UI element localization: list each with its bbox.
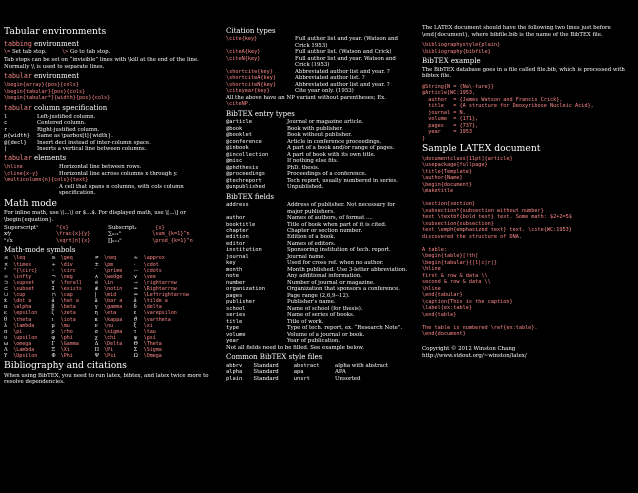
citation-note: All the above have an NP variant without parentheses; Ex. \citeNP. [226,94,386,108]
fields-table [226,202,415,345]
colspec-heading: tabular column specification [4,103,108,112]
table-row: edition Edition of a book. [226,234,336,241]
elements-table [4,164,213,196]
table-row: p{width} Same as \parbox[t]{width}. [4,133,113,140]
copyright: Copyright © 2012 Winston Chang [422,345,516,352]
table-row: × \times ÷ \div ± \pm · \cdot [4,261,159,268]
column-middle [226,25,415,382]
table-row: year Year of publication. [226,338,341,345]
math-symbols-table [4,255,213,359]
table-row: plain Standard unsrt Unsorted [226,375,361,382]
table-row: \hline Horizontal line between rows. [4,164,142,171]
table-row: address Address of publisher. Not necessary for major publishers. [226,202,396,215]
table-row: \shortciteA{key} Abbreviated author list. ? [226,75,365,82]
table-row: @misc If nothing else fits. [226,158,339,165]
table-row: λ \lambda μ \mu ν \nu ξ \xi [4,322,153,329]
table-row: Λ \Lambda Ξ \Xi Π \Pi Σ \Sigma [4,347,162,354]
math-table [4,225,213,244]
column-left [4,25,213,387]
table-row: @proceedings Proceedings of a conference. [226,171,367,178]
table-row: υ \upsilon φ \phi χ \chi ψ \psi [4,334,156,341]
bibliography-heading: Bibliography and citations [4,360,127,372]
table-row: \citeA{key} Full author list. (Watson and Crick) [226,49,392,56]
colspec-table [4,114,213,153]
table-row: @book Book with publisher. [226,125,344,132]
table-row: @incollection A part of book with its own title. [226,151,376,158]
table-row: \cline{x-y} Horizontal line across columns x through y. [4,170,178,177]
table-row: Superscriptˣ ^{x} Subscriptₓ _{x} [4,224,165,231]
table-row: number Number of journal or magazine. [226,279,375,286]
table-row: series Name of series of books. [226,312,355,319]
table-row: author Names of authors, of format .... [226,215,373,222]
table-row: Υ \Upsilon Φ \Phi Ψ \Psi Ω \Omega [4,353,162,360]
example-code: @String{N = {Na\-ture}} @Article{WC:1953, author = {James Watson and Francis Crick}, title = {A structure for Deoxyribose Nucleic Acid}, journal = N, volume = {171}, pages = {737}, year = 1953 } [422,83,594,142]
table-row: note Any additional information. [226,273,362,280]
tabbing-line: \= Set tab stop. \> Go to tab stop. [4,49,111,56]
table-row: @conference Article in conference proceedings. [226,138,382,145]
table-row: A cell that spans n columns, with cols column specification. [59,183,184,197]
table-row: key Used for cross ref. when no author. [226,260,384,267]
table-row: @article Journal or magazine article. [226,119,364,126]
table-row: @phdthesis PhD. thesis. [226,164,320,171]
table-row: pages Page range (2,6,9--12). [226,292,350,299]
table-row: r Right-justified column. [4,126,100,133]
sample-document-heading: Sample LATEX document [422,143,541,155]
citation-table [226,36,415,94]
table-row: type Type of tech. report, ex. “Research Note”. [226,325,403,332]
table-row: ∪ \cup ∩ \cap | \mid ⇔ \Leftrightarrow [4,292,189,299]
table-row: chapter Chapter or section number. [226,227,363,234]
fields-note: Not all fields need to be filled. See example below. [226,344,364,351]
table-row: ⁿ√x \sqrt[n]{x} ∏ₖ₌₁ⁿ \prod_{k=1}^n [4,237,193,244]
table-row: ⊃ \supset ∀ \forall ∈ \in → \rightarrow [4,279,177,286]
table-row: \multicolumn{n}{cols}{text} [4,177,89,184]
sample-code: \documentclass[11pt]{article} \usepackage{fullpage} \title{Template} \author{Name} \begin{document} \maketitle \section{section} \subsection*{subsection without number} text \textbf{bold text} text. Some math: $2+2=5$ \subsection{subsection} text \emph{emphasized text} text. \cite{WC:1953} discovered the structure of DNA. A table: \begin{table}[!th] \begin{tabular}{|l|c|r|} \hline first & row & data \\ second & row & data \\ \hline \end{tabular} \caption{This is the caption} \label{ex:table} \end{table} The table is numbered \ref{ex:table}. \end{document} [422,155,572,338]
table-row: institution Sponsoring institution of tech. report. [226,247,391,254]
style-files-table [226,363,415,382]
table-row: editor Names of editors. [226,240,336,247]
column-right [422,25,634,361]
table-row: \shortciteN{key} Abbreviated author list and year. ? [226,81,390,88]
tabular-env-heading: tabular environment [4,72,80,81]
bibliography-text: When using BibTEX, you need to run latex, bibtex, and latex twice more to resolve dependencies. [4,372,209,386]
table-row: \citeN{key} Full author list and year. Watson and Crick (1953) [226,55,396,69]
intro-text: The LATEX document should have the following two lines just before \end{document}, where bibfile.bib is the name of the BibTEX file. [422,25,611,38]
tabular-elements-heading: tabular elements [4,154,67,163]
table-row: x⁄y \frac{x}{y} ∑ₖ₌₁ⁿ \sum_{k=1}^n [4,231,190,238]
table-row: c Centered column. [4,120,86,127]
table-row: volume Volume of a journal or book. [226,331,365,338]
entry-types-table [226,119,415,190]
table-row: | Inserts a vertical line between columns. [4,146,147,152]
table-row: α \alpha β \beta γ \gamma δ \delta [4,304,162,311]
style-files-heading: Common BibTEX style files [226,353,323,362]
table-row: month Month published. Use 3-letter abbreviation. [226,266,408,273]
table-row: ≤ \leq ≥ \geq ≠ \neq ≈ \approx [4,255,165,262]
table-row: l Left-justified column. [4,113,96,120]
table-row: ⊂ \subset ∃ \exists ∉ \notin ⇒ \Rightarrow [4,285,177,292]
table-row: booktitle Title of book when part of it is cited. [226,221,387,228]
bibtex-example-heading: BibTEX example [422,57,481,66]
math-text: For inline math, use \(...\) or $...$. For displayed math, use \[...\] or \begin{equation}. [4,210,186,223]
tabular-environments-heading: Tabular environments [4,26,107,37]
table-row: abbrv Standard abstract alpha with abstract [226,362,389,369]
table-row: ẋ \dot a â \hat a ā \bar a ã \tilde a [4,298,168,305]
tabbing-heading: tabbing environment [4,39,80,48]
table-row: π \pi ρ \rho σ \sigma τ \tau [4,328,156,335]
table-row: journal Journal name. [226,253,326,260]
example-text: The BibTEX database goes in a file called file.bib, which is processed with bibtex file. [422,66,625,80]
tabular-code: \begin{array}{pos}{cols} \begin{tabular}{pos}{cols} \begin{tabular*}{width}{pos}{cols} [4,82,111,102]
math-mode-heading: Math mode [4,197,57,209]
table-row: @booklet Book without publisher. [226,132,352,139]
bibtex-entry-types-heading: BibTEX entry types [226,109,295,118]
table-row: \citeyear{key} Cite year only. (1953) [226,88,354,95]
table-row: ϵ \epsilon ζ \zeta η \eta ε \varepsilon [4,310,177,317]
table-row: θ \theta ι \iota κ \kappa ϑ \vartheta [4,316,171,323]
table-row: @unpublished Unpublished. [226,184,324,191]
url-link[interactable]: http://www.stdout.org/~winston/latex/ [422,353,527,360]
citation-types-heading: Citation types [226,27,276,35]
table-row: organization Organization that sponsors a conference. [226,286,400,293]
table-row: ° ^{\circ} ◦ \circ ′ \prime ··· \cdots [4,267,162,274]
intro-code: \bibliographystyle{plain} \bibliography{bibfile} [422,42,501,55]
table-row: publisher Publisher's name. [226,299,336,306]
table-row: \cite{key} Full author list and year. (Watson and Crick 1953) [226,36,398,49]
table-row: alpha Standard apa APA [226,369,346,376]
table-row: \shortcite{key} Abbreviated author list and year. ? [226,68,390,75]
table-row: @{decl} Insert decl instead of inter-column space. [4,139,151,146]
table-row: @techreport Tech report, usually numbered in series. [226,177,398,184]
table-row: school Name of school (for thesis). [226,305,363,312]
table-row: ∞ \infty ¬ \neg ∧ \wedge ∨ \vee [4,273,156,280]
tabbing-text: Tab stops can be set on “invisible” lines with \kill at the end of the line. Normally \\ is used to separate lines. [4,57,199,70]
bibtex-fields-heading: BibTEX fields [226,192,274,201]
math-symbols-heading: Math-mode symbols [4,246,76,255]
footer [422,346,634,360]
table-row: ω \omega Γ \Gamma Δ \Delta Θ \Theta [4,340,162,347]
table-row: @inbook A part of a book and/or range of pages. [226,145,395,152]
table-row: title Title of work. [226,318,324,325]
